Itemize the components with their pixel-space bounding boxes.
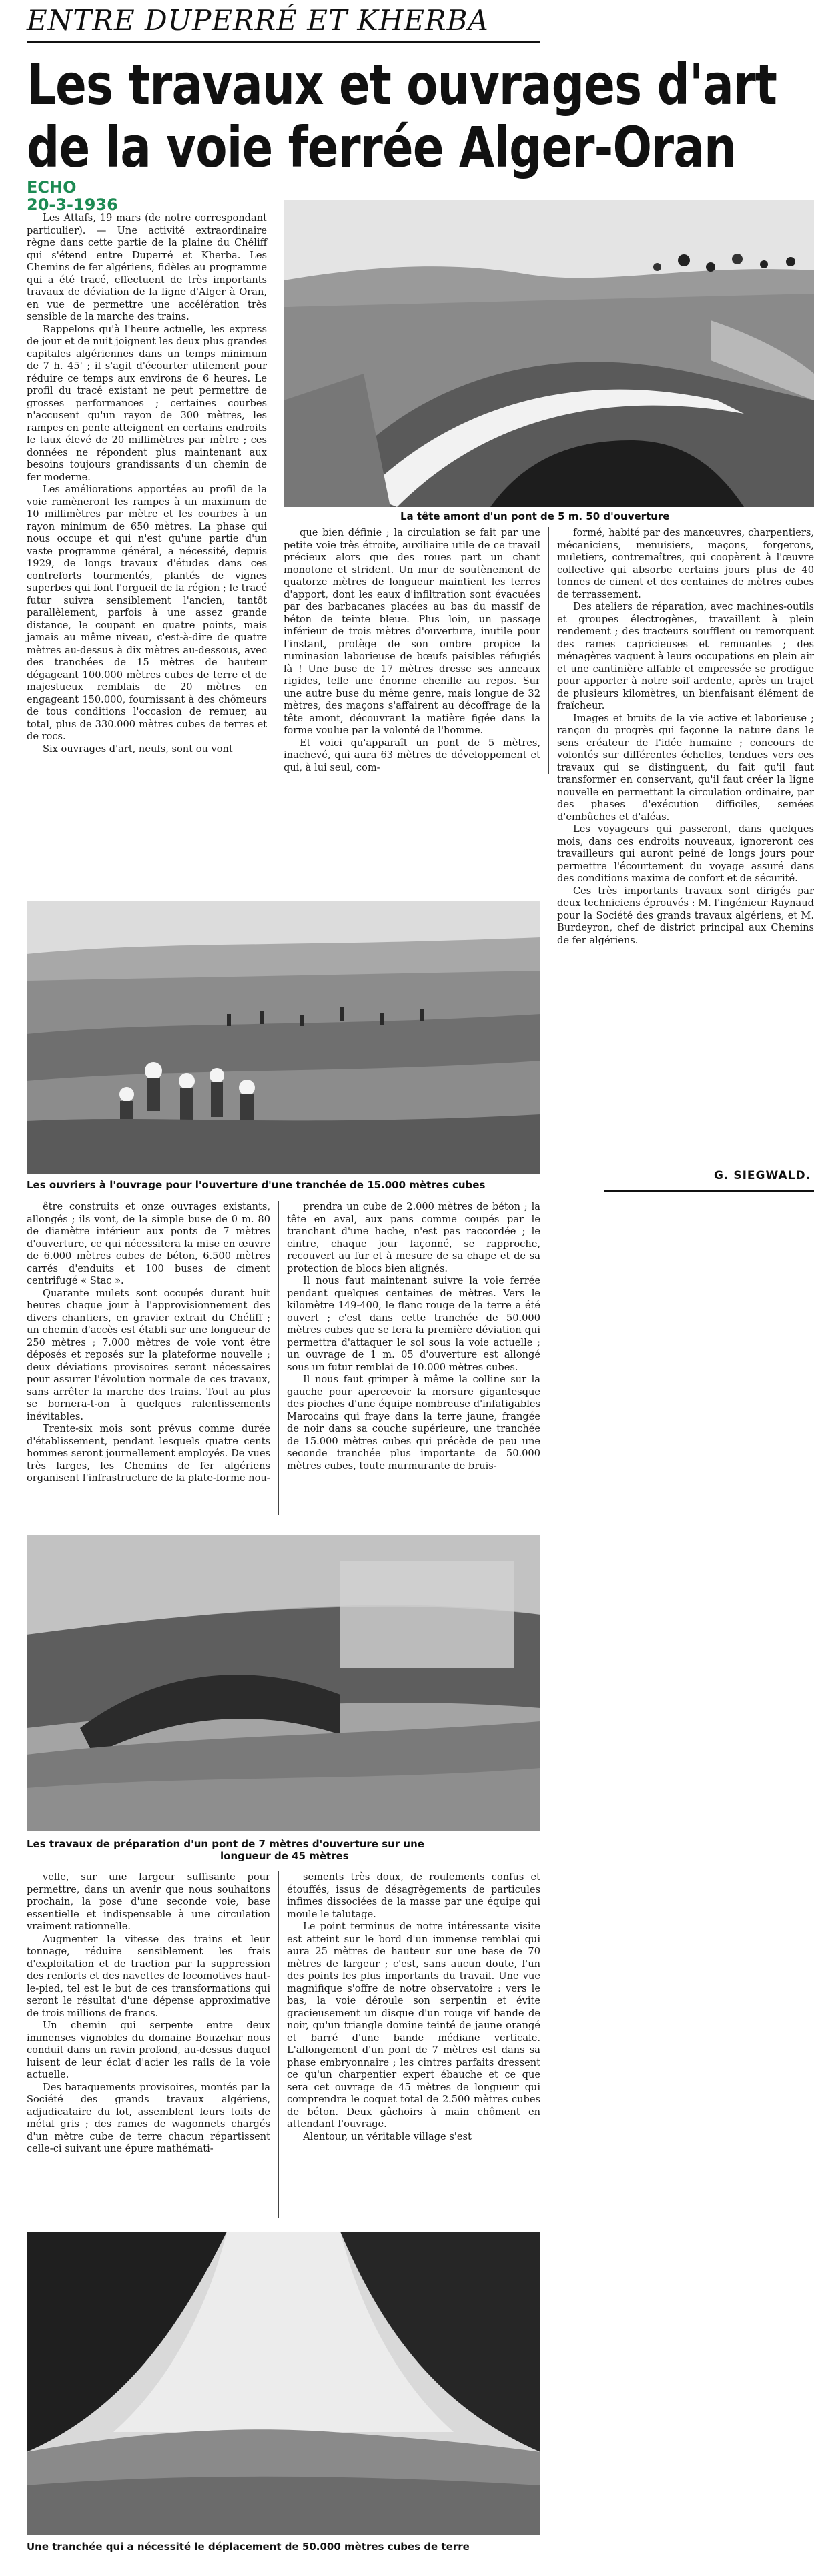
- caption-photo-4: Une tranchée qui a nécessité le déplacement de 50.000 mètres cubes de terre: [27, 2541, 470, 2553]
- paragraph: Augmenter la vitesse des trains et leur tonnage, réduire sensiblement les frais d'exploitation et de traction par la suppression des renforts et des navettes de locomotives haut-le-pied, tel est le but de ces transformations qui seront le résultat d'une dépense approximative de trois millions de francs.: [27, 1933, 270, 2019]
- bridge-preparation-photo-art: [27, 1535, 540, 1831]
- paragraph: Ces très importants travaux sont dirigés par deux techniciens éprouvés : M. l'ingénieur Raynaud pour la Société des grands travaux algériens, et M. Burdeyron, chef de district principal aux Chemins de fer algériens.: [557, 885, 814, 946]
- photo-bridge-preparation: [27, 1535, 540, 1831]
- paragraph: Trente-six mois sont prévus comme durée d'établissement, pendant lesquels quatre cents hommes seront journellement employés. De vues très larges, les Chemins de fer algériens organisent l'infrastructure de la plate-forme nou-: [27, 1423, 270, 1484]
- column-1-low: [27, 1871, 270, 2156]
- headline-line-2: de la voie ferrée Alger-Oran: [27, 115, 737, 180]
- paragraph: Images et bruits de la vie active et laborieuse ; rançon du progrès qui façonne la nature dans le sens créateur de l'idée humaine ; concours de volontés sur différentes échelles, tendues vers ces travaux qui se distinguent, du fait qu'il faut transformer en conservant, qu'il faut créer la ligne nouvelle en permettant la circulation ordinaire, par des phases d'exécution difficiles, semées d'embûches et d'aléas.: [557, 712, 814, 823]
- column-1-intro: [27, 212, 267, 755]
- paragraph: Un chemin qui serpente entre deux immenses vignobles du domaine Bouzehar nous conduit dans un ravin profond, au-dessus duquel luisent de leur éclat d'acier les rails de la voie actuelle.: [27, 2020, 270, 2080]
- paragraph: sements très doux, de roulements confus et étouffés, issus de désagrègements de particules infimes dissociées de la masse par une équipe qui moule le talutage.: [287, 1871, 540, 1920]
- column-1-mid: [27, 1201, 270, 1485]
- paragraph: Et voici qu'apparaît un pont de 5 mètres, inachevé, qui aura 63 mètres de développement et qui, à lui seul, com-: [284, 737, 540, 773]
- paragraph: formé, habité par des manœuvres, charpentiers, mécaniciens, menuisiers, maçons, forgerons, muletiers, contremaîtres, qui coopèrent à l'œuvre collective qui absorbe certains jours plus de 40 tonnes de ciment et des centaines de mètres cubes de terrassement.: [557, 527, 814, 600]
- source-name: ECHO: [27, 178, 77, 197]
- paragraph: Les voyageurs qui passeront, dans quelques mois, dans ces endroits nouveaux, ignoreront ces travailleurs qui auront peiné de longs jours pour permettre l'écourtement du voyage assuré dans des conditions maxima de confort et de sécurité.: [557, 823, 814, 884]
- paragraph: Les Attafs, 19 mars (de notre correspondant particulier). — Une activité extraordinaire règne dans cette partie de la plaine du Chéliff qui s'étend entre Duperré et Kherba. Les Chemins de fer algériens, fidèles au programme qui a été tracé, effectuent de très importants travaux de déviation de la ligne d'Alger à Oran, en vue de permettre une accélération très sensible de la marche des trains.: [27, 212, 267, 322]
- caption-photo-3-line-2: longueur de 45 mètres: [220, 1850, 349, 1862]
- headline-line-1: Les travaux et ouvrages d'art: [27, 52, 777, 117]
- paragraph: que bien définie ; la circulation se fait par une petite voie très étroite, auxiliaire utile de ce travail précieux alors que des roues part un chant monotone et strident. Un mur de soutènement de quatorze mètres de longueur maintient les terres d'apport, dont les eaux d'infiltration sont évacuées par des barbacanes placées au bas du massif de béton de teinte bleue. Plus loin, un passage inférieur de trois mètres d'ouverture, inutile pour l'instant, protège de son ombre propice la ruminasion laborieuse de bœufs paisibles réfugiés là ! Une buse de 17 mètres dresse ses anneaux rigides, telle une énorme chenille au repos. Sur une autre buse du même genre, mais longue de 32 mètres, des maçons s'affairent au décoffrage de la tête amont, découvrant la matière figée dans la forme voulue par la volonté de l'homme.: [284, 527, 540, 736]
- column-2-low: [287, 1871, 540, 2143]
- caption-photo-2: Les ouvriers à l'ouvrage pour l'ouverture d'une tranchée de 15.000 mètres cubes: [27, 1179, 486, 1191]
- paragraph: Il nous faut maintenant suivre la voie ferrée pendant quelques centaines de mètres. Vers le kilomètre 149-400, le flanc rouge de la terre a été ouvert ; c'est dans cette tranchée de 50.000 mètres cubes que se fera la première déviation qui permettra d'attaquer le sol sous la voie actuelle ; un ouvrage de 1 m. 05 d'ouverture est allongé sous un futur remblai de 10.000 mètres cubes.: [287, 1275, 540, 1373]
- bridge-photo-art: [284, 200, 814, 507]
- caption-photo-3: [27, 1838, 540, 1862]
- photo-trench-earth-moved: [27, 2232, 540, 2535]
- paragraph: Il nous faut grimper à même la colline sur la gauche pour apercevoir la morsure gigantesque des pioches d'une équipe nombreuse d'infatigables Marocains qui fraye dans la terre jaune, frangée de noir dans sa couche supérieure, une tranchée de 15.000 mètres cubes qui précède de peu une seconde tranchée plus importante de 50.000 mètres cubes, toute murmurante de bruis-: [287, 1374, 540, 1472]
- workers-photo-art: [27, 901, 540, 1174]
- source-date: 20-3-1936: [27, 195, 118, 214]
- caption-photo-3-line-1: Les travaux de préparation d'un pont de 7 mètres d'ouverture sur une: [27, 1838, 424, 1850]
- paragraph: Des ateliers de réparation, avec machines-outils et groupes électrogènes, travaillent à plein rendement ; des tracteurs soufflent ou remorquent des rames capricieuses et remuantes ; des ménagères vaquent à leurs occupations en plein air et une cantinière affable et empressée se prodigue pour apporter à notre soif ardente, après un trajet de plusieurs kilomètres, un bienfaisant élément de fraîcheur.: [557, 601, 814, 711]
- paragraph: prendra un cube de 2.000 mètres de béton ; la tête en aval, aux pans comme coupés par le tranchant d'une hache, n'est pas raccordée ; le cintre, chaque jour façonné, se rapproche, recouvert au fur et à mesure de sa chape et de sa protection de blocs bien alignés.: [287, 1201, 540, 1274]
- column-rule: [278, 1201, 279, 1515]
- column-rule: [278, 1871, 279, 2218]
- column-2-top: [284, 527, 540, 774]
- caption-photo-1: La tête amont d'un pont de 5 m. 50 d'ouverture: [400, 510, 670, 522]
- paragraph: Le point terminus de notre intéressante visite est atteint sur le bord d'un immense remblai qui aura 25 mètres de hauteur sur une base de 70 mètres de largeur ; c'est, sans aucun doute, l'un des points les plus importants du travail. Une vue magnifique s'offre de notre observatoire : vers le bas, la voie déroule son serpentin et évite gracieusement un disque d'un rouge vif bande de noir, qu'un triangle domine teinté de jaune orangé et barré d'une bande médiane verticale. L'allongement d'un pont de 7 mètres est dans sa phase embryonnaire ; les cintres parfaits dressent ce qu'un charpentier expert ébauche et ce que sera cet ouvrage de 45 mètres de longueur qui comprendra le coquet total de 2.500 mètres cubes de béton. Deux gâchoirs à main chôment en attendant l'ouvrage.: [287, 1921, 540, 2130]
- paragraph: velle, sur une largeur suffisante pour permettre, dans un avenir que nous souhaitons prochain, la pose d'une seconde voie, base essentielle et indispensable à une circulation vraiment rationnelle.: [27, 1871, 270, 1932]
- trench-photo-art: [27, 2232, 540, 2535]
- paragraph: Six ouvrages d'art, neufs, sont ou vont: [43, 743, 233, 755]
- source-stamp: [27, 179, 118, 213]
- paragraph: Alentour, un véritable village s'est: [303, 2130, 472, 2142]
- paragraph: être construits et onze ouvrages existants, allongés ; ils vont, de la simple buse de 0 m. 80 de diamètre intérieur aux ponts de 7 mètres d'ouverture, ce qui nécessitera la mise en œuvre de 6.000 mètres cubes de béton, 6.500 mètres carrés d'enduits et 100 buses de ciment centrifugé « Stac ».: [27, 1201, 270, 1286]
- paragraph: Rappelons qu'à l'heure actuelle, les express de jour et de nuit joignent les deux plus grandes capitales algériennes dans un temps minimum de 7 h. 45' ; il s'agit d'écourter utilement pour réduire ce temps aux environs de 6 heures. Le profil du tracé existant ne peut permettre de grosses performances ; certaines courbes n'accusent qu'un rayon de 300 mètres, les rampes en pente atteignent en certains endroits le taux élevé de 20 millimètres par mètre ; ces données ne répondent plus maintenant aux besoins toujours grandissants d'un chemin de fer moderne.: [27, 323, 267, 483]
- signature-rule: [604, 1190, 814, 1192]
- column-3-top: [557, 527, 814, 947]
- kicker-rule: [27, 41, 540, 43]
- paragraph: Des baraquements provisoires, montés par la Société des grands travaux algériens, adjudicataire du lot, assemblent leurs toits de métal gris ; des rames de wagonnets chargés d'un mètre cube de terre chacun répartissent celle-ci suivant une épure mathémati-: [27, 2081, 270, 2154]
- column-rule: [548, 527, 549, 774]
- paragraph: Les améliorations apportées au profil de la voie ramèneront les rampes à un maximum de 10 millimètres par mètre et les courbes à un rayon minimum de 650 mètres. La phase qui nous occupe et qui n'est qu'une partie d'un vaste programme général, a nécessité, depuis 1929, de longs travaux d'études dans ces contreforts tourmentés, plantés de vignes superbes qui font l'orgueil de la région ; le tracé futur suivra sensiblement l'ancien, tantôt parallèlement, parfois à une assez grande distance, le coupant en quatre points, mais jamais au même niveau, c'est-à-dire de quatre mètres au-dessus à dix mètres au-dessous, avec des tranchées de 15 mètres de hauteur dégageant 100.000 mètres cubes de terre et de majestueux remblais de 20 mètres en engageant 150.000, fournissant à des chômeurs de tous conditions l'occasion de remuer, au total, plus de 330.000 mètres cubes de terres et de rocs.: [27, 484, 267, 742]
- column-2-mid: [287, 1201, 540, 1472]
- article-kicker: ENTRE DUPERRÉ ET KHERBA: [27, 4, 489, 37]
- author-signature: G. SIEGWALD.: [714, 1169, 811, 1182]
- headline: [27, 52, 777, 180]
- photo-bridge-upstream-head: [284, 200, 814, 507]
- photo-workers-trench: [27, 901, 540, 1174]
- paragraph: Quarante mulets sont occupés durant huit heures chaque jour à l'approvisionnement des divers chantiers, en gravier extrait du Chéliff ; un chemin d'accès est établi sur une longueur de 250 mètres ; 7.000 mètres de voie vont être déposés et reposés sur la plateforme nouvelle ; deux déviations provisoires seront nécessaires pour assurer l'évolution normale de ces travaux, sans arrêter la marche des trains. Tout au plus se bornera-t-on à quelques ralentissements inévitables.: [27, 1287, 270, 1422]
